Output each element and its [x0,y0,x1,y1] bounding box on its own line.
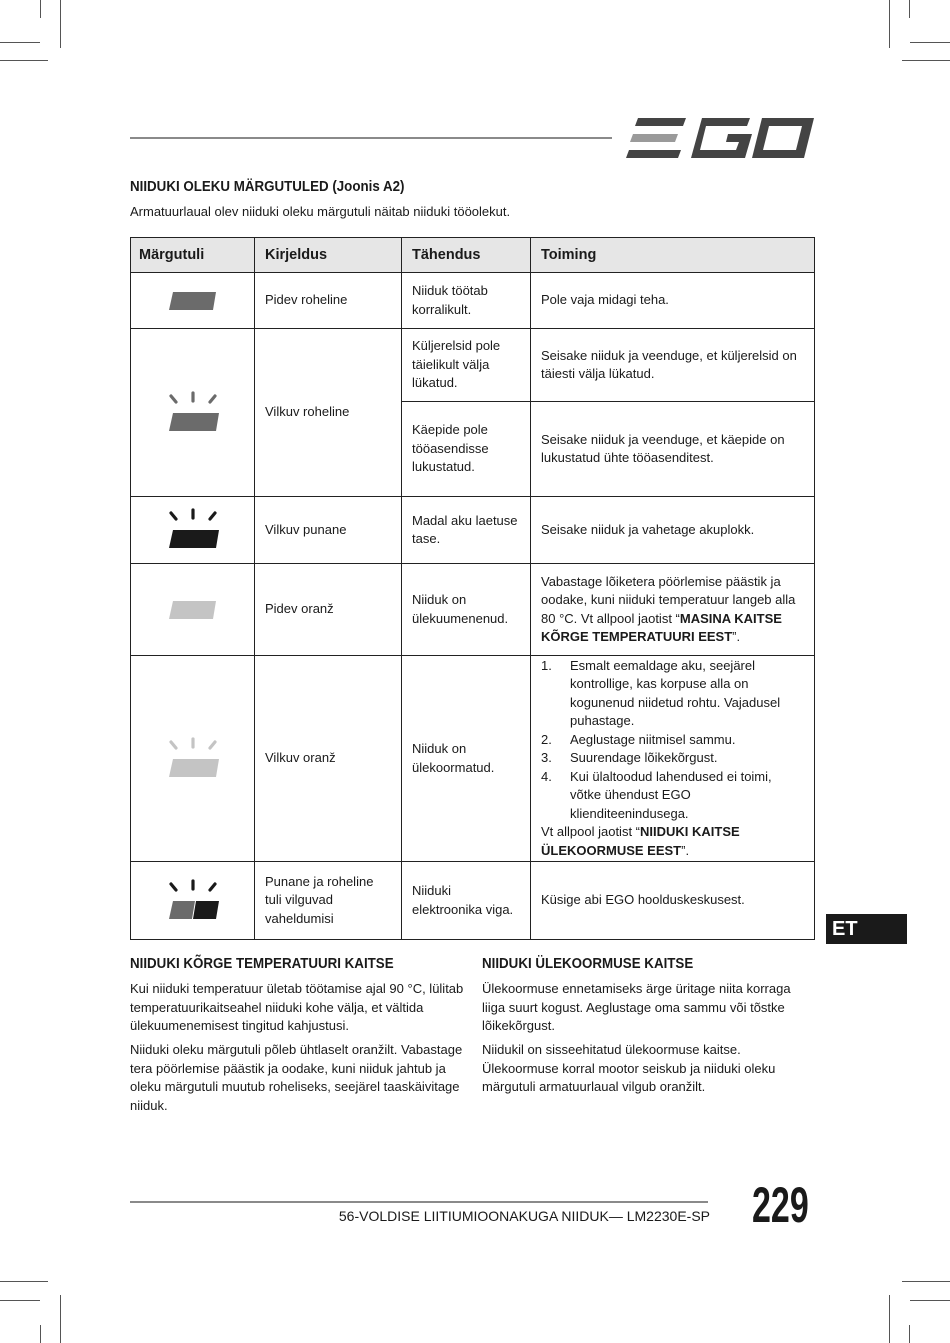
description-cell: Punane ja roheline tuli vilguvad vaheldumisi [255,862,402,940]
column-header: Tähendus [402,238,531,273]
language-tab: ET [826,914,907,944]
indicator-cell [131,497,255,564]
blinking-green-light-icon [165,391,221,435]
section-title: NIIDUKI KÕRGE TEMPERATUURI KAITSE [130,956,394,972]
action-cell: Pole vaja midagi teha. [531,273,815,329]
crop-mark [0,60,48,61]
indicator-cell [131,273,255,329]
meaning-cell: Niiduk on ülekoormatud. [402,656,531,862]
action-cell [531,564,815,656]
table-row [131,656,815,862]
crop-mark [902,60,950,61]
action-reference: NIIDUKI KAITSE ÜLEKOORMUSE EEST [541,824,740,858]
meaning-cell: Madal aku laetuse tase. [402,497,531,564]
action-reference: MASINA KAITSE KÕRGE TEMPERATUURI EEST [541,610,782,644]
indicator-cell [131,564,255,656]
crop-mark [889,0,890,48]
meaning-cell: Niiduki elektroonika viga. [402,862,531,940]
section-title: NIIDUKI ÜLEKOORMUSE KAITSE [482,956,694,972]
action-cell: Küsige abi EGO hoolduskeskusest. [531,862,815,940]
crop-mark [0,1281,48,1282]
crop-mark [909,1325,910,1343]
paragraph: Niiduki oleku märgutuli põleb ühtlaselt oranžilt. Vabastage tera pöörlemise päästik ja oodake, kuni niiduk jahtub ja oleku märgutuli muutub roheliseks, seejärel taaskäivitage niiduk. [130,1042,463,1113]
table-row [131,497,815,564]
footer-rule [130,1201,708,1203]
column-header: Kirjeldus [255,238,402,273]
steady-green-light-icon [168,291,218,311]
action-cell [531,656,815,862]
crop-mark [910,42,950,43]
indicator-cell [131,329,255,497]
crop-mark [40,1325,41,1343]
status-light-table [130,237,815,940]
page-number: 229 [752,1177,809,1233]
description-cell: Vilkuv roheline [255,329,402,497]
table-row [131,329,815,402]
crop-mark [902,1281,950,1282]
list-item: 2. Aeglustage niitmisel sammu. [541,731,736,747]
blinking-orange-light-icon [165,737,221,781]
paragraph: Kui niiduki temperatuur ületab töötamise ajal 90 °C, lülitab temperatuurikaitseahel niiduki kohe välja, et vältida ülekuumenemisest tingitud kahjustusi. [130,981,464,1033]
column-header: Märgutuli [131,238,255,273]
meaning-cell: Küljerelsid pole täielikult välja lükatud. [402,329,531,402]
footer-product-name: 56-VOLDISE LIITIUMIOONAKUGA NIIDUK— LM2230E-SP [338,1208,710,1224]
table-header-row [131,238,815,273]
header-rule [130,137,612,139]
crop-mark [910,1300,950,1301]
indicator-cell [131,862,255,940]
meaning-cell: Niiduk on ülekuumenenud. [402,564,531,656]
column-header: Toiming [531,238,815,273]
action-text: ”. [732,629,741,644]
ego-logo [626,116,814,160]
action-cell: Seisake niiduk ja veenduge, et küljerelsid on täiesti välja lükatud. [531,329,815,402]
crop-mark [40,0,41,18]
alternating-red-green-light-icon [165,879,221,923]
description-cell: Pidev roheline [255,273,402,329]
list-item: 4. Kui ülaltoodud lahendused ei toimi, võtke ühendust EGO klienditeenindusega. [541,768,772,821]
crop-mark [0,1300,40,1301]
crop-mark [60,1295,61,1343]
table-row [131,564,815,656]
blinking-red-light-icon [165,508,221,552]
section-intro: Armatuurlaual olev niiduki oleku märgutuli näitab niiduki tööolekut. [130,204,511,219]
table-row [131,273,815,329]
action-text: Vabastage lõiketera pöörlemise päästik ja oodake, kuni niiduki temperatuur langeb alla 80 °C. Vt allpool jaotist “ [541,573,796,626]
list-item: 3. Suurendage lõikekõrgust. [541,750,718,766]
section-title: NIIDUKI OLEKU MÄRGUTULED (Joonis A2) [130,179,405,195]
paragraph: Ülekoormuse ennetamiseks ärge üritage niita korraga liiga suurt kogust. Aeglustage oma sammu või tõstke lõikekõrgust. [482,981,791,1033]
action-text: ”. [681,842,690,858]
action-cell: Seisake niiduk ja veenduge, et käepide on lukustatud ühte tööasenditest. [531,402,815,497]
meaning-cell: Niiduk töötab korralikult. [402,273,531,329]
description-cell: Pidev oranž [255,564,402,656]
description-cell: Vilkuv punane [255,497,402,564]
crop-mark [60,0,61,48]
action-text: Vt allpool jaotist “ [541,824,640,840]
meaning-cell: Käepide pole tööasendisse lukustatud. [402,402,531,497]
crop-mark [0,42,40,43]
action-cell: Seisake niiduk ja vahetage akuplokk. [531,497,815,564]
list-item: 1. Esmalt eemaldage aku, seejärel kontrollige, kas korpuse alla on kogunenud niidetud rohtu. Vajadusel puhastage. [541,657,781,729]
crop-mark [909,0,910,18]
indicator-cell [131,656,255,862]
crop-mark [889,1295,890,1343]
description-cell: Vilkuv oranž [255,656,402,862]
action-steps-list [541,657,804,824]
steady-orange-light-icon [168,600,218,620]
table-row [131,862,815,940]
paragraph: Niidukil on sisseehitatud ülekoormuse kaitse. Ülekoormuse korral mootor seiskub ja niiduki oleku märgutuli armatuurlaual vilgub oranžilt. [482,1042,776,1094]
